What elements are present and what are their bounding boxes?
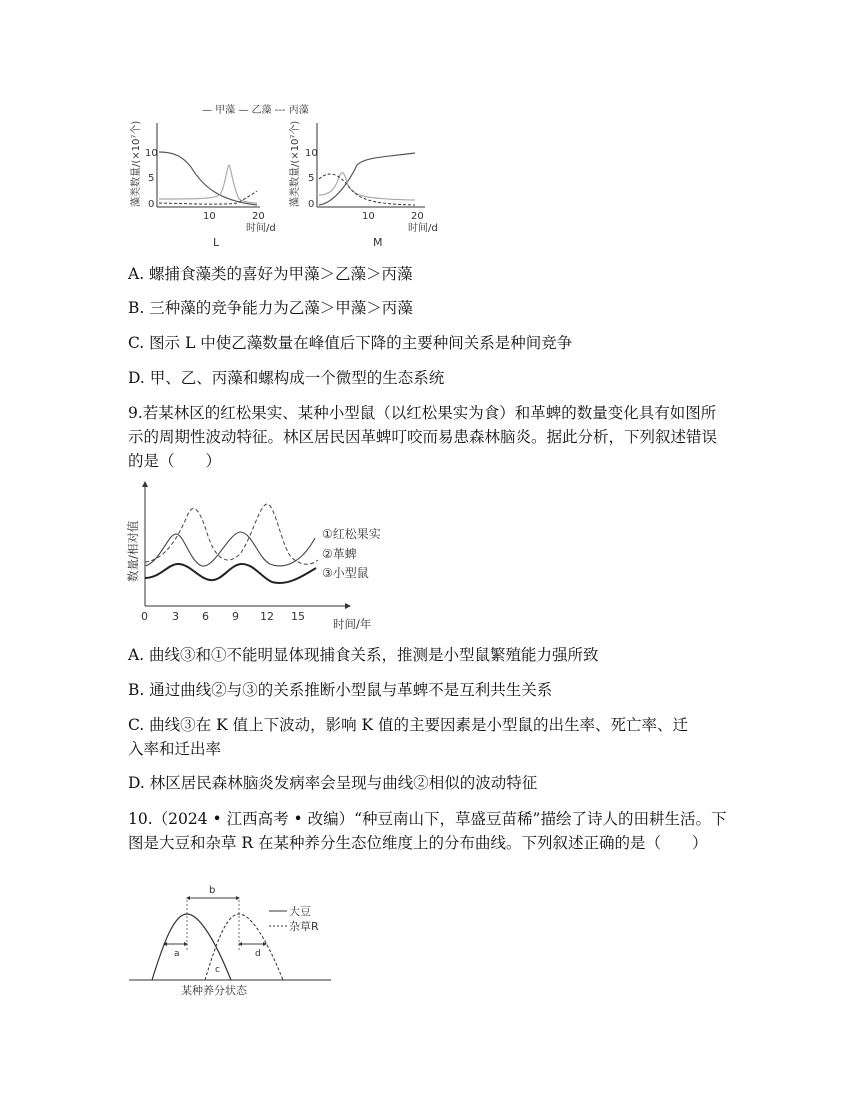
q9-legend-1: ①红松果实	[322, 527, 381, 541]
m-xtick-10: 10	[362, 211, 375, 222]
l-yi-curve	[159, 165, 257, 203]
l-ytick-5: 5	[148, 173, 155, 184]
m-ytick-5: 5	[308, 173, 315, 184]
l-xlabel: 时间/d	[246, 223, 276, 234]
m-xlabel: 时间/d	[408, 223, 438, 234]
q9-legend-2: ②革蜱	[322, 547, 357, 561]
q10-legend-soybean: 大豆	[289, 905, 311, 918]
q9-xtick-6: 6	[202, 610, 209, 623]
m-ylabel: 藻类数量/(×10⁷个)	[290, 120, 301, 207]
q9-stem: 9.若某林区的红松果实、某种小型鼠（以红松果实为食）和革蜱的数量变化具有如图所示的周期性波动特征。林区居民因革蜱叮咬而易患森林脑炎。据此分析，下列叙述错误的是（ ）	[128, 404, 718, 470]
q9-xtick-12: 12	[260, 610, 274, 623]
q8-option-d: D. 甲、乙、丙藻和螺构成一个微型的生态系统	[128, 369, 445, 387]
q10-xlabel: 某种养分状态	[181, 984, 247, 997]
q9-xtick-0: 0	[141, 610, 148, 623]
label-a: a	[174, 949, 180, 959]
q8-option-c: C. 图示 L 中使乙藻数量在峰值后下降的主要种间关系是种间竞争	[128, 334, 573, 352]
label-c: c	[215, 965, 220, 975]
q10-stem: 10.（2024 • 江西高考 • 改编）“种豆南山下，草盛豆苗稀”描绘了诗人的田耕生活。下图是大豆和杂草 R 在某种养分生态位维度上的分布曲线。下列叙述正确的是（ ）	[128, 810, 727, 852]
algae-figure	[125, 95, 455, 255]
panel-l-plot	[129, 121, 276, 249]
label-b: b	[209, 885, 216, 896]
algae-legend: — 甲藻 — 乙藻 --- 丙藻	[202, 105, 309, 116]
q9-option-d: D. 林区居民森林脑炎发病率会呈现与曲线②相似的波动特征	[128, 774, 538, 792]
q10-legend-weed: 杂草R	[289, 920, 319, 933]
curve-small-mouse	[145, 564, 316, 583]
q9-option-c-line1: C. 曲线③在 K 值上下波动，影响 K 值的主要因素是小型鼠的出生率、死亡率、迁	[128, 716, 689, 734]
panel-m-plot	[288, 121, 438, 249]
l-ytick-10: 10	[145, 148, 158, 159]
q9-option-c-line2: 入率和迁出率	[128, 740, 222, 758]
q9-xlabel: 时间/年	[333, 617, 372, 631]
q9-option-a: A. 曲线③和①不能明显体现捕食关系，推测是小型鼠繁殖能力强所致	[128, 646, 599, 664]
panel-l-label: L	[213, 236, 220, 249]
q9-option-b: B. 通过曲线②与③的关系推断小型鼠与革蜱不是互利共生关系	[128, 681, 553, 699]
curve-tick	[145, 504, 318, 564]
q9-xtick-15: 15	[291, 610, 305, 623]
label-d: d	[255, 949, 261, 959]
q9-xtick-9: 9	[232, 610, 239, 623]
m-ytick-10: 10	[305, 148, 318, 159]
m-ytick-0: 0	[308, 199, 315, 210]
m-yi-curve	[319, 173, 415, 200]
q8-option-a: A. 螺捕食藻类的喜好为甲藻＞乙藻＞丙藻	[128, 265, 413, 283]
m-xtick-20: 20	[411, 211, 424, 222]
curve-red-pine	[145, 532, 315, 566]
panel-m-label: M	[373, 236, 383, 249]
q9-xtick-3: 3	[172, 610, 179, 623]
l-jia-curve	[159, 152, 257, 205]
q8-option-b: B. 三种藻的竞争能力为乙藻＞甲藻＞丙藻	[128, 299, 413, 317]
q9-figure	[120, 478, 400, 636]
l-xtick-10: 10	[203, 211, 216, 222]
l-xtick-20: 20	[252, 211, 265, 222]
q10-figure	[125, 880, 345, 1000]
l-ytick-0: 0	[148, 199, 155, 210]
q9-legend-3: ③小型鼠	[322, 566, 369, 580]
q9-ylabel: 数量/相对值	[126, 520, 140, 582]
l-ylabel: 藻类数量/(×10⁷个)	[131, 120, 142, 207]
